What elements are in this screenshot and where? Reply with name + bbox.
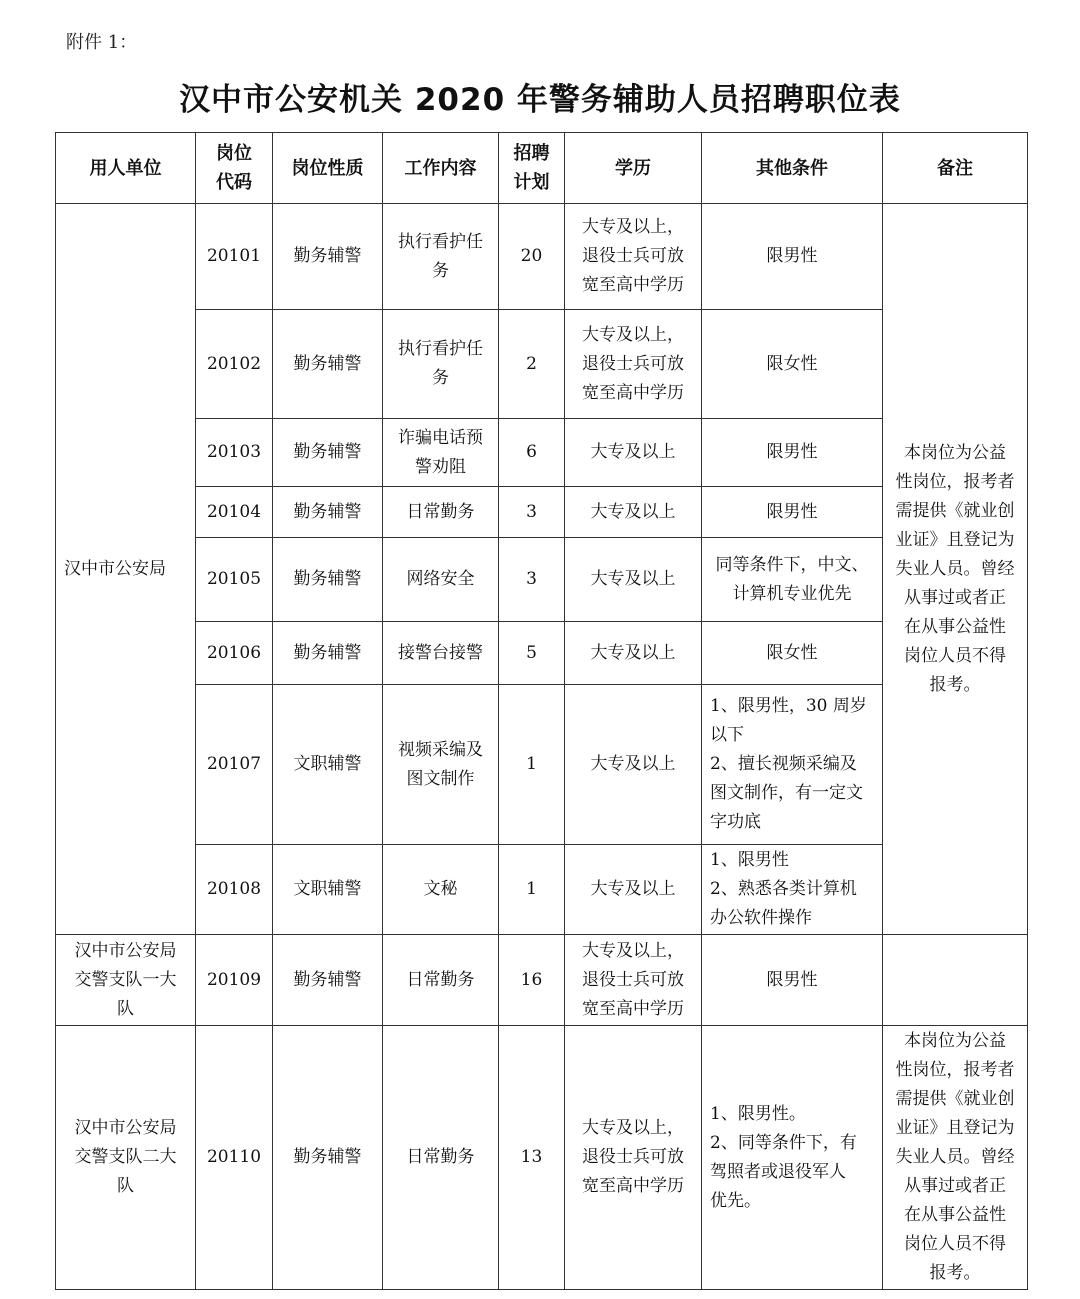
education-cell: 大专及以上， 退役士兵可放 宽至高中学历 (565, 935, 702, 1026)
code-cell: 20109 (196, 935, 273, 1026)
plan-cell: 20 (499, 204, 565, 310)
header-content: 工作内容 (383, 133, 499, 204)
content-cell: 日常勤务 (383, 935, 499, 1026)
table-row (56, 935, 1028, 1026)
plan-cell: 5 (499, 622, 565, 685)
table-row (56, 487, 1028, 538)
code-cell: 20105 (196, 538, 273, 622)
content-cell: 日常勤务 (383, 1026, 499, 1290)
unit-cell: 汉中市公安局 (56, 204, 196, 935)
education-cell: 大专及以上 (565, 622, 702, 685)
education-cell: 大专及以上 (565, 845, 702, 935)
nature-cell: 勤务辅警 (273, 310, 383, 419)
table-row (56, 204, 1028, 310)
nature-cell: 文职辅警 (273, 685, 383, 845)
nature-cell: 文职辅警 (273, 845, 383, 935)
content-cell: 日常勤务 (383, 487, 499, 538)
content-cell: 执行看护任 务 (383, 310, 499, 419)
nature-cell: 勤务辅警 (273, 538, 383, 622)
conditions-cell: 限女性 (702, 310, 883, 419)
nature-cell: 勤务辅警 (273, 204, 383, 310)
code-cell: 20104 (196, 487, 273, 538)
code-cell: 20101 (196, 204, 273, 310)
plan-cell: 2 (499, 310, 565, 419)
table-row (56, 1026, 1028, 1290)
content-cell: 视频采编及 图文制作 (383, 685, 499, 845)
header-remark: 备注 (883, 133, 1028, 204)
header-nature: 岗位性质 (273, 133, 383, 204)
table-row (56, 538, 1028, 622)
education-cell: 大专及以上 (565, 419, 702, 487)
plan-cell: 3 (499, 487, 565, 538)
code-cell: 20108 (196, 845, 273, 935)
conditions-cell: 限女性 (702, 622, 883, 685)
table-header-row (56, 133, 1028, 204)
document-title: 汉中市公安机关 2020 年警务辅助人员招聘职位表 (179, 82, 901, 118)
education-cell: 大专及以上 (565, 487, 702, 538)
header-code: 岗位 代码 (196, 133, 273, 204)
plan-cell: 13 (499, 1026, 565, 1290)
content-cell: 接警台接警 (383, 622, 499, 685)
code-cell: 20106 (196, 622, 273, 685)
education-cell: 大专及以上， 退役士兵可放 宽至高中学历 (565, 1026, 702, 1290)
conditions-cell: 1、限男性。 2、同等条件下，有 驾照者或退役军人 优先。 (702, 1026, 883, 1290)
education-cell: 大专及以上 (565, 685, 702, 845)
content-cell: 诈骗电话预 警劝阻 (383, 419, 499, 487)
plan-cell: 16 (499, 935, 565, 1026)
code-cell: 20107 (196, 685, 273, 845)
education-cell: 大专及以上 (565, 538, 702, 622)
education-cell: 大专及以上， 退役士兵可放 宽至高中学历 (565, 204, 702, 310)
code-cell: 20102 (196, 310, 273, 419)
unit-cell: 汉中市公安局 交警支队二大 队 (56, 1026, 196, 1290)
table-row (56, 622, 1028, 685)
header-unit: 用人单位 (56, 133, 196, 204)
conditions-cell: 限男性 (702, 487, 883, 538)
content-cell: 执行看护任 务 (383, 204, 499, 310)
table-row (56, 685, 1028, 845)
recruitment-table (55, 132, 1028, 1290)
conditions-cell: 同等条件下，中文、 计算机专业优先 (702, 538, 883, 622)
nature-cell: 勤务辅警 (273, 622, 383, 685)
nature-cell: 勤务辅警 (273, 1026, 383, 1290)
plan-cell: 3 (499, 538, 565, 622)
remark-cell (883, 935, 1028, 1026)
nature-cell: 勤务辅警 (273, 487, 383, 538)
header-conditions: 其他条件 (702, 133, 883, 204)
content-cell: 文秘 (383, 845, 499, 935)
conditions-cell: 限男性 (702, 419, 883, 487)
plan-cell: 6 (499, 419, 565, 487)
conditions-cell: 1、限男性 2、熟悉各类计算机 办公软件操作 (702, 845, 883, 935)
conditions-cell: 限男性 (702, 935, 883, 1026)
code-cell: 20110 (196, 1026, 273, 1290)
table-row (56, 310, 1028, 419)
conditions-cell: 1、限男性，30 周岁 以下 2、擅长视频采编及 图文制作，有一定文 字功底 (702, 685, 883, 845)
unit-cell: 汉中市公安局 交警支队一大 队 (56, 935, 196, 1026)
plan-cell: 1 (499, 845, 565, 935)
conditions-cell: 限男性 (702, 204, 883, 310)
remark-cell: 本岗位为公益 性岗位，报考者 需提供《就业创 业证》且登记为 失业人员。曾经 从事过或者正 在从事公益性 岗位人员不得 报考。 (883, 1026, 1028, 1290)
table-row (56, 419, 1028, 487)
code-cell: 20103 (196, 419, 273, 487)
education-cell: 大专及以上， 退役士兵可放 宽至高中学历 (565, 310, 702, 419)
attachment-label: 附件 1： (66, 32, 138, 53)
table-row (56, 845, 1028, 935)
nature-cell: 勤务辅警 (273, 419, 383, 487)
plan-cell: 1 (499, 685, 565, 845)
nature-cell: 勤务辅警 (273, 935, 383, 1026)
header-education: 学历 (565, 133, 702, 204)
header-plan: 招聘 计划 (499, 133, 565, 204)
remark-cell: 本岗位为公益 性岗位，报考者 需提供《就业创 业证》且登记为 失业人员。曾经 从事过或者正 在从事公益性 岗位人员不得 报考。 (883, 204, 1028, 935)
content-cell: 网络安全 (383, 538, 499, 622)
